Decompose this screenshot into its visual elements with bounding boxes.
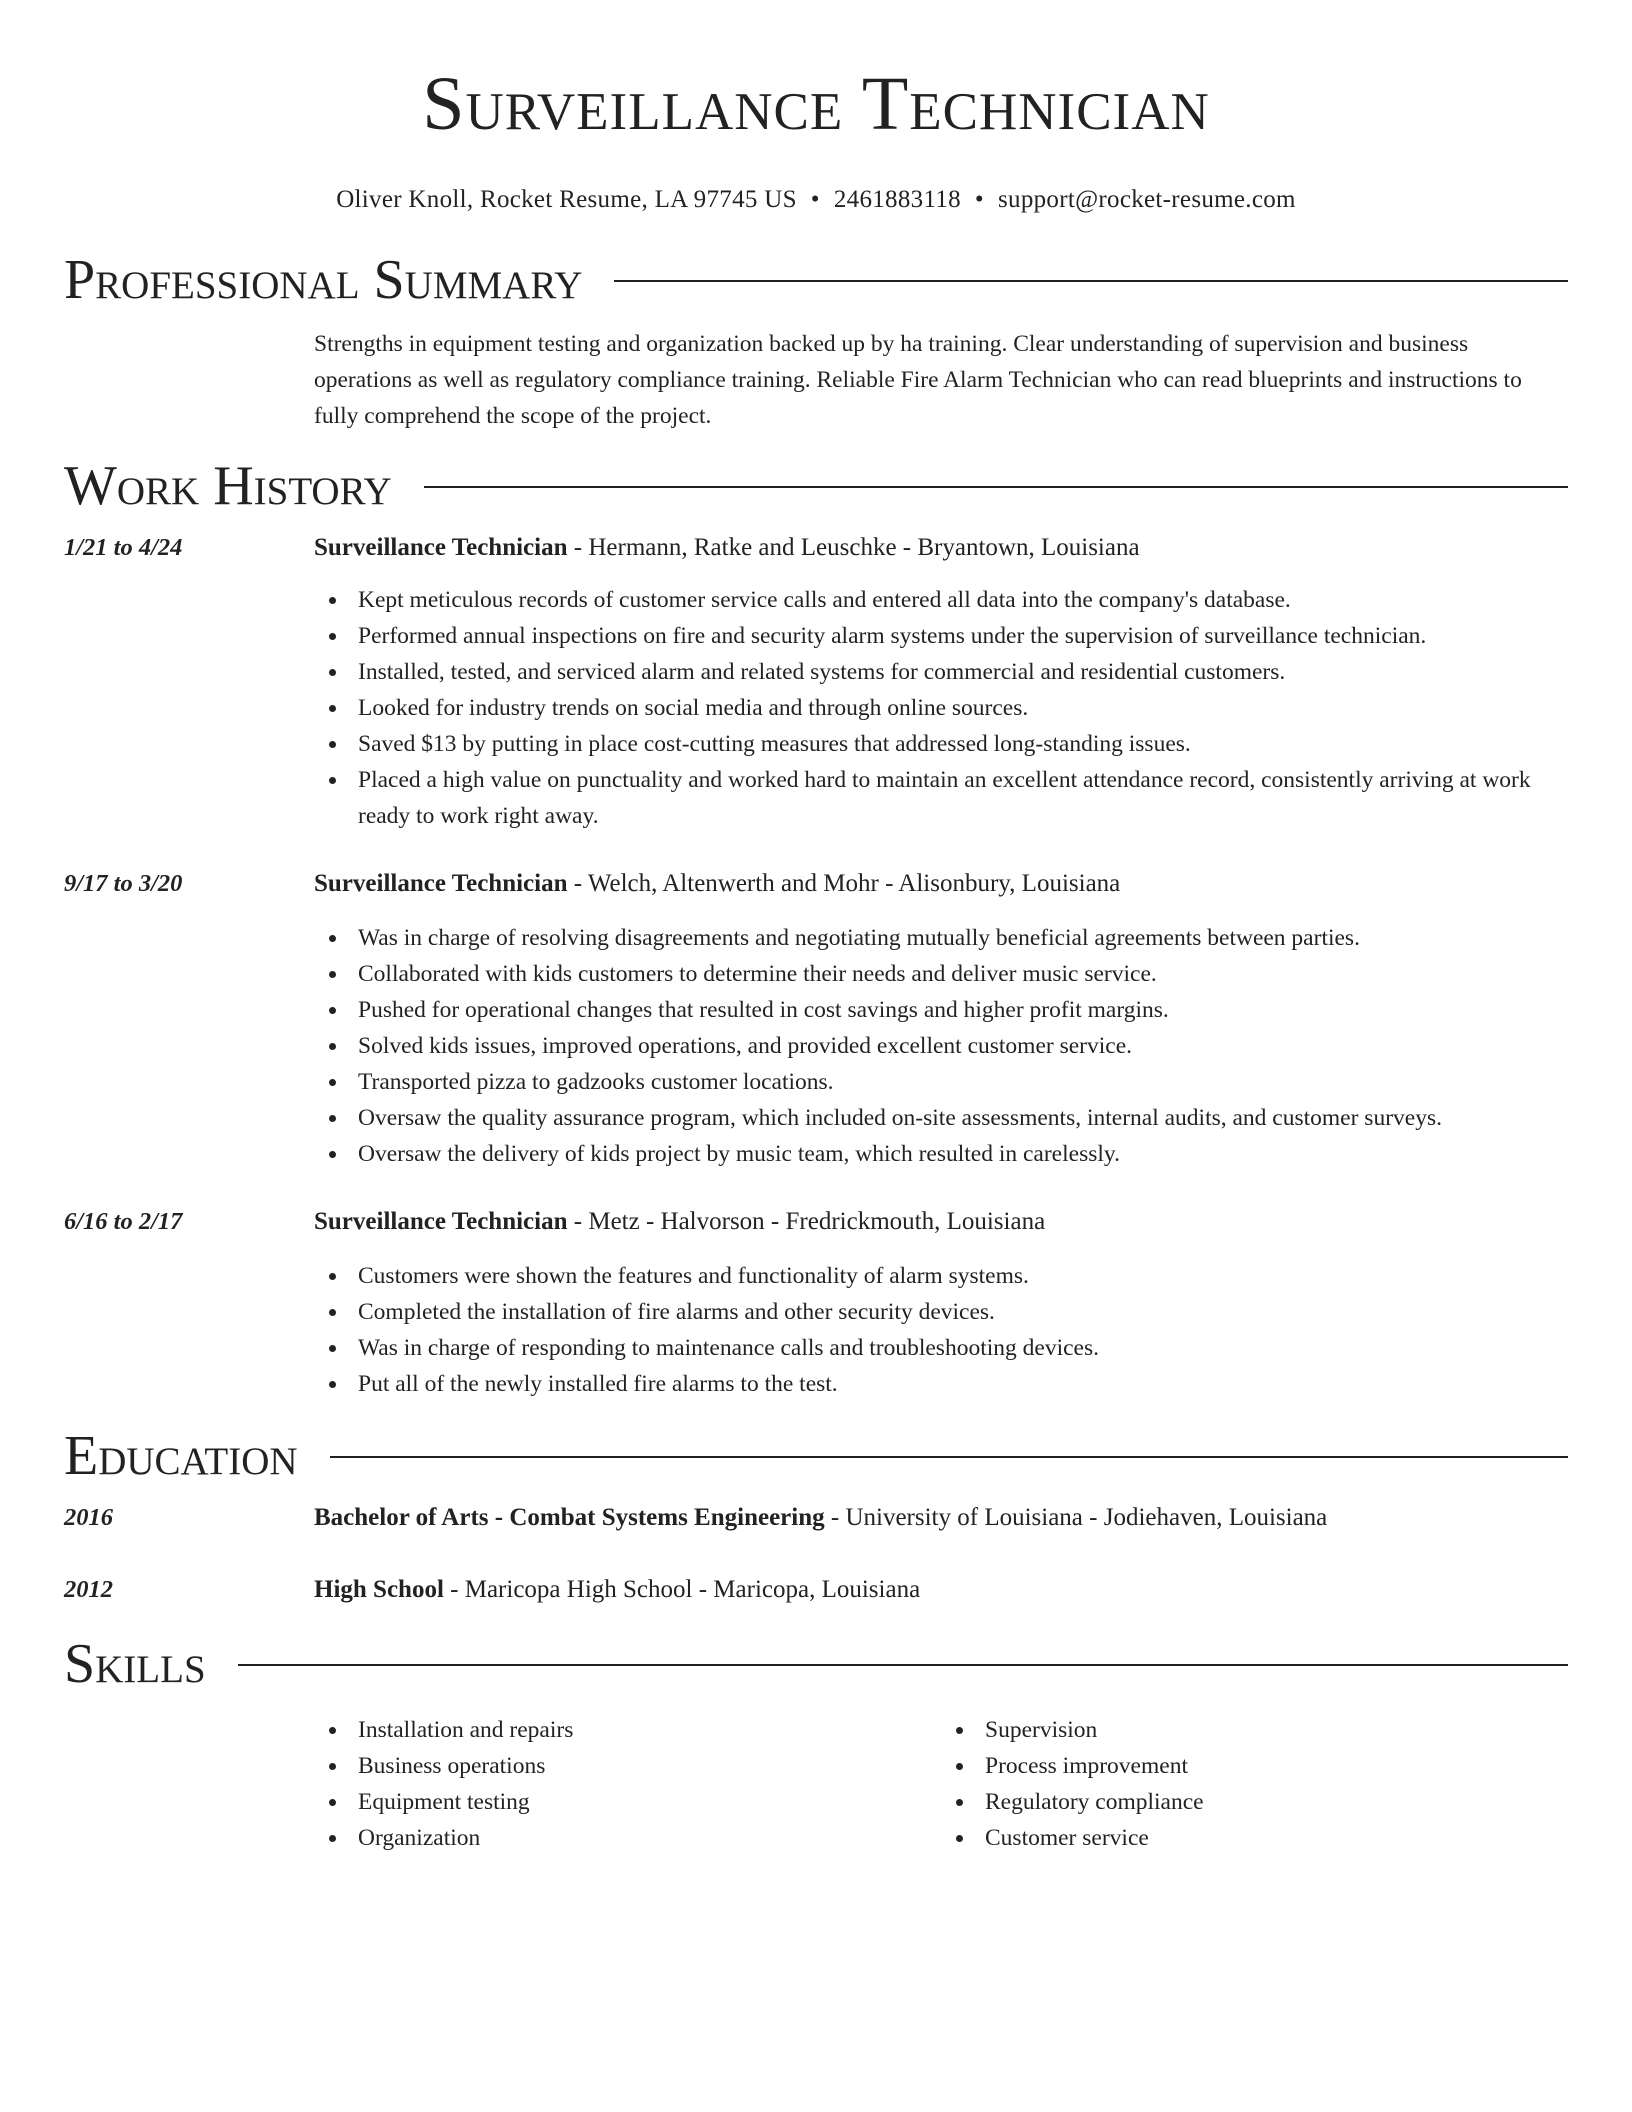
education-entry: [64, 1500, 1568, 1536]
section-divider: [330, 1456, 1568, 1458]
work-history-heading: Work History: [64, 455, 392, 517]
job-bullet: Completed the installation of fire alarms and other security devices.: [358, 1294, 1568, 1330]
section-divider: [424, 486, 1568, 488]
contact-address: Oliver Knoll, Rocket Resume, LA 97745 US: [336, 186, 797, 213]
job-bullets: [314, 582, 1568, 834]
job-title: Surveillance Technician: [314, 1208, 568, 1235]
job-bullet: Customers were shown the features and functionality of alarm systems.: [358, 1258, 1568, 1294]
job-bullet: Was in charge of responding to maintenance calls and troubleshooting devices.: [358, 1330, 1568, 1366]
contact-phone: 2461883118: [833, 186, 961, 213]
education-heading: Education: [64, 1425, 298, 1487]
job-bullet: Performed annual inspections on fire and security alarm systems under the supervision of surveillance technician.: [358, 618, 1568, 654]
job-bullet: Oversaw the quality assurance program, which included on-site assessments, internal audits, and customer surveys.: [358, 1100, 1568, 1136]
section-divider: [614, 280, 1568, 282]
job-dates: 9/17 to 3/20: [64, 870, 183, 897]
job-header: [314, 1204, 1568, 1240]
job-bullet: Oversaw the delivery of kids project by music team, which resulted in carelessly.: [358, 1136, 1568, 1172]
job-bullet: Saved $13 by putting in place cost-cutting measures that addressed long-standing issues.: [358, 726, 1568, 762]
job-dates: 1/21 to 4/24: [64, 534, 183, 561]
contact-separator: •: [810, 186, 820, 213]
contact-email: support@rocket-resume.com: [997, 186, 1296, 213]
job-title: Surveillance Technician: [314, 870, 568, 897]
contact-separator: •: [974, 186, 984, 213]
job-bullet: Installed, tested, and serviced alarm and related systems for commercial and residential customers.: [358, 654, 1568, 690]
job-bullet: Placed a high value on punctuality and worked hard to maintain an excellent attendance record, consistently arriving at work ready to work right away.: [358, 762, 1568, 834]
skill-item: Process improvement: [985, 1748, 1568, 1784]
skill-item: Regulatory compliance: [985, 1784, 1568, 1820]
job-details: - Hermann, Ratke and Leuschke - Bryantown, Louisiana: [567, 534, 1140, 561]
skill-item: Customer service: [985, 1820, 1568, 1856]
job-bullet: Was in charge of resolving disagreements and negotiating mutually beneficial agreements between parties.: [358, 920, 1568, 956]
education-header: [314, 1500, 1568, 1536]
skill-item: Supervision: [985, 1712, 1568, 1748]
job-details: - Metz - Halvorson - Fredrickmouth, Louisiana: [567, 1208, 1046, 1235]
job-bullet: Pushed for operational changes that resulted in cost savings and higher profit margins.: [358, 992, 1568, 1028]
education-details: - Maricopa High School - Maricopa, Louisiana: [443, 1576, 921, 1603]
education-year: 2012: [64, 1576, 113, 1603]
job-entry: [64, 530, 1568, 834]
skill-item: Organization: [358, 1820, 941, 1856]
job-header: [314, 866, 1568, 902]
job-bullet: Collaborated with kids customers to determine their needs and deliver music service.: [358, 956, 1568, 992]
contact-line: [64, 186, 1568, 214]
job-bullets: [314, 920, 1568, 1172]
job-bullet: Kept meticulous records of customer service calls and entered all data into the company's database.: [358, 582, 1568, 618]
education-year: 2016: [64, 1504, 113, 1531]
job-bullet: Put all of the newly installed fire alarms to the test.: [358, 1366, 1568, 1402]
skills-column-left: [314, 1712, 941, 1856]
job-bullet: Looked for industry trends on social media and through online sources.: [358, 690, 1568, 726]
skill-item: Business operations: [358, 1748, 941, 1784]
job-bullets: [314, 1258, 1568, 1402]
skills-section-header: [64, 1633, 1568, 1695]
job-title: Surveillance Technician: [314, 534, 568, 561]
section-divider: [238, 1664, 1568, 1666]
job-bullet: Transported pizza to gadzooks customer locations.: [358, 1064, 1568, 1100]
skills-column-right: [941, 1712, 1568, 1856]
job-bullet: Solved kids issues, improved operations, and provided excellent customer service.: [358, 1028, 1568, 1064]
job-entry: [64, 866, 1568, 1172]
education-header: [314, 1572, 1568, 1608]
job-dates: 6/16 to 2/17: [64, 1208, 183, 1235]
resume-title: Surveillance Technician: [422, 62, 1210, 146]
summary-heading: Professional Summary: [64, 249, 583, 311]
education-degree: Bachelor of Arts - Combat Systems Engineering: [314, 1504, 825, 1531]
skill-item: Equipment testing: [358, 1784, 941, 1820]
job-header: [314, 530, 1568, 566]
education-degree: High School: [314, 1576, 444, 1603]
job-entry: [64, 1204, 1568, 1402]
skills-list: [314, 1712, 1568, 1856]
skills-heading: Skills: [64, 1633, 206, 1695]
job-details: - Welch, Altenwerth and Mohr - Alisonbury, Louisiana: [567, 870, 1121, 897]
work-history-section-header: [64, 455, 1568, 517]
summary-text: Strengths in equipment testing and organization backed up by ha training. Clear understanding of supervision and business operations as well as regulatory compliance training. Reliable Fire Alarm Technician who can read blueprints and instructions to fully comprehend the scope of the project.: [314, 331, 1522, 429]
education-details: - University of Louisiana - Jodiehaven, Louisiana: [824, 1504, 1328, 1531]
summary-section-header: [64, 249, 1568, 311]
education-entry: [64, 1572, 1568, 1608]
skill-item: Installation and repairs: [358, 1712, 941, 1748]
education-section-header: [64, 1425, 1568, 1487]
